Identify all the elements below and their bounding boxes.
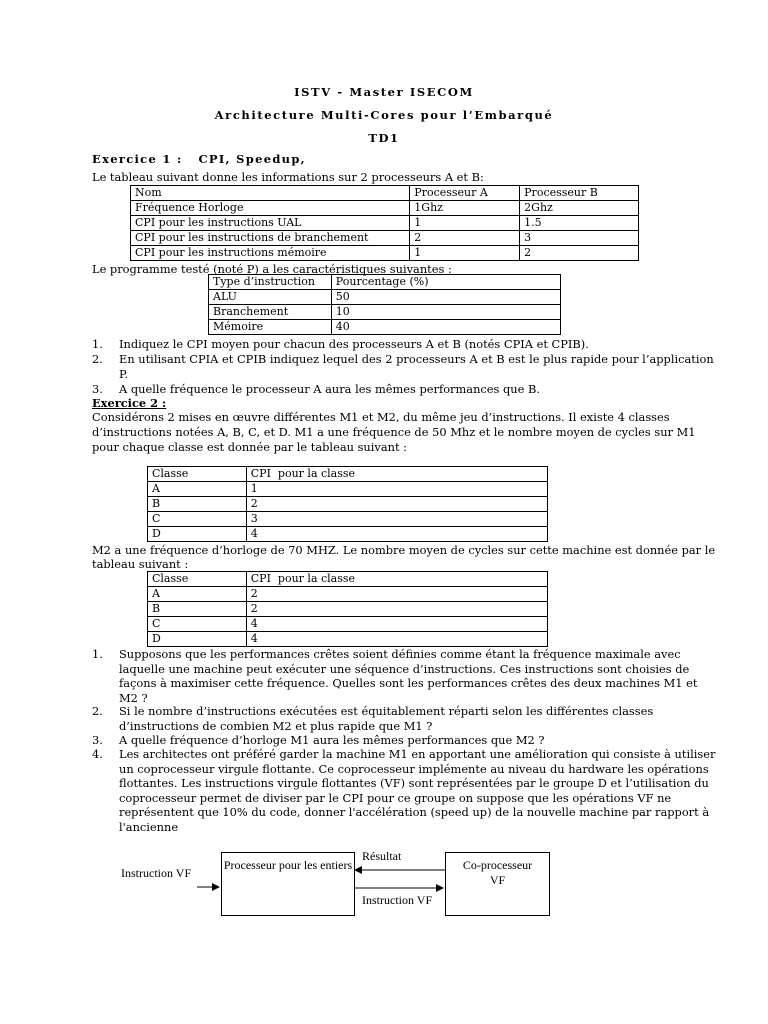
question-text: Supposons que les performances crêtes soient définies comme étant la fréquence maximale avec: [119, 647, 681, 661]
cell: 4: [246, 632, 547, 647]
cell: D: [148, 527, 247, 542]
integer-processor-label: Processeur pour les entiers: [223, 858, 353, 872]
cell: 2: [246, 587, 547, 602]
ex2-title: Exercice 2 :: [92, 396, 167, 410]
result-label: Résultat: [362, 849, 402, 863]
ex1-prog-intro: Le programme testé (noté P) a les caractéristiques suivantes :: [92, 262, 452, 276]
question-text: Les architectes ont préféré garder la machine M1 en apportant une amélioration qui consiste à utiliser: [119, 747, 716, 761]
ex1-title: Exercice 1 : CPI, Speedup,: [92, 152, 306, 166]
question-text: A quelle fréquence d’horloge M1 aura les mêmes performances que M2 ?: [119, 733, 545, 747]
cell: 2Ghz: [520, 201, 639, 216]
cell: 2: [520, 246, 639, 261]
cell: 2: [410, 231, 520, 246]
question-text: Indiquez le CPI moyen pour chacun des processeurs A et B (notés CPIA et CPIB).: [119, 337, 589, 351]
cell: 3: [520, 231, 639, 246]
cell: Type d’instruction: [209, 275, 332, 290]
ex1-intro: Le tableau suivant donne les informations sur 2 processeurs A et B:: [92, 170, 484, 184]
cell: 1: [410, 216, 520, 231]
cell: Fréquence Horloge: [131, 201, 410, 216]
cell: D: [148, 632, 247, 647]
integer-processor-box: [221, 852, 355, 916]
cell: 10: [331, 305, 560, 320]
cell: Processeur A: [410, 186, 520, 201]
vf-label: Instruction VF: [362, 893, 433, 907]
cell: 2: [246, 602, 547, 617]
cell: C: [148, 512, 247, 527]
m2-line2: tableau suivant :: [92, 557, 189, 571]
cell: CPI pour les instructions mémoire: [131, 246, 410, 261]
cell: CPI pour la classe: [246, 467, 547, 482]
question-text-cont: l'ancienne: [119, 820, 179, 834]
cell: 3: [246, 512, 547, 527]
cell: 1.5: [520, 216, 639, 231]
question-text-cont: façons à maximiser cette fréquence. Quelles sont les performances crêtes des deux machines M1 et: [119, 676, 698, 691]
cell: 1: [246, 482, 547, 497]
ex1-question-2: 2. En utilisant CPIA et CPIB indiquez lequel des 2 processeurs A et B est le plus rapide pour l’application P.: [92, 352, 714, 381]
question-text: A quelle fréquence le processeur A aura les mêmes performances que B.: [119, 382, 540, 396]
cell: CPI pour la classe: [246, 572, 547, 587]
header-line1: ISTV - Master ISECOM: [294, 85, 474, 99]
question-text-cont: représentent que 10% du code, donner l'accélération (speed up) de la nouvelle machine par rapport à: [119, 805, 710, 820]
cell: 4: [246, 617, 547, 632]
cell: Mémoire: [209, 320, 332, 335]
m2-line1: M2 a une fréquence d’horloge de 70 MHZ. Le nombre moyen de cycles sur cette machine est donnée par le: [92, 543, 716, 557]
cell: B: [148, 497, 247, 512]
cell: CPI pour les instructions de branchement: [131, 231, 410, 246]
cell: B: [148, 602, 247, 617]
cell: 50: [331, 290, 560, 305]
cell: 2: [246, 497, 547, 512]
cell: 4: [246, 527, 547, 542]
cell: 1Ghz: [410, 201, 520, 216]
cell: Pourcentage (%): [331, 275, 560, 290]
cell: 40: [331, 320, 560, 335]
cell: ALU: [209, 290, 332, 305]
ex2-question-4: 4. Les architectes ont préféré garder la machine M1 en apportant une amélioration qui consiste à utiliser un coprocesseur virgule flottante. Ce coprocesseur implémente au niveau du hardware les opérations flottantes. Les instructions virgule flottantes (VF) sont représentées par le groupe D et l’utilisation du coprocesseur permet de diviser par le CPI pour ce groupe on suppose que les opérations VF ne représentent que 10% du code, donner l'accélération (speed up) de la nouvelle machine par rapport à l'ancienne: [92, 747, 716, 834]
question-text-cont: flottantes. Les instructions virgule flottantes (VF) sont représentées par le groupe D et l’utilisation du: [119, 776, 709, 791]
cell: C: [148, 617, 247, 632]
ex2-para-line1: Considérons 2 mises en œuvre différentes M1 et M2, du même jeu d’instructions. Il existe 4 classes: [92, 410, 670, 424]
ex2-para-line2: d’instructions notées A, B, C, et D. M1 a une fréquence de 50 Mhz et le nombre moyen de cycles sur M1: [92, 425, 696, 439]
ex2-question-2: 2. Si le nombre d’instructions exécutées est équitablement réparti selon les différentes classes d’instructions de combien M2 et plus rapide que M1 ?: [92, 704, 654, 733]
question-text: Si le nombre d’instructions exécutées est équitablement réparti selon les différentes classes: [119, 704, 654, 718]
cell: Classe: [148, 467, 247, 482]
question-text-cont: laquelle une machine peut exécuter une séquence d’instructions. Ces instructions sont choisies de: [119, 661, 690, 676]
question-text-cont: un coprocesseur virgule flottante. Ce coprocesseur implémente au niveau du hardware les opérations: [119, 761, 709, 776]
cell: A: [148, 482, 247, 497]
coprocessor-box: [445, 852, 550, 916]
cell: Classe: [148, 572, 247, 587]
diagram-input-label: Instruction VF: [121, 866, 192, 880]
question-text-cont: coprocesseur permet de diviser par le CPI pour ce groupe on suppose que les opérations VF ne: [119, 790, 672, 805]
coprocessor-label: Co-processeur VF: [462, 858, 533, 887]
header-line2: Architecture Multi-Cores pour l’Embarqué: [214, 108, 554, 122]
ex2-question-1: 1. Supposons que les performances crêtes soient définies comme étant la fréquence maximale avec laquelle une machine peut exécuter une séquence d’instructions. Ces instructions sont choisies de façons à maximiser cette fréquence. Quelles sont les performances crêtes des deux machines M1 et M2 ?: [92, 647, 698, 705]
question-text-cont: M2 ?: [119, 690, 148, 705]
question-text: En utilisant CPIA et CPIB indiquez lequel des 2 processeurs A et B est le plus rapide pour l’application: [119, 352, 714, 366]
cell: Nom: [131, 186, 410, 201]
cell: Branchement: [209, 305, 332, 320]
cell: A: [148, 587, 247, 602]
question-text-cont: d’instructions de combien M2 et plus rapide que M1 ?: [119, 718, 433, 733]
cell: Processeur B: [520, 186, 639, 201]
header-line3: TD1: [368, 131, 400, 145]
question-text-cont: P.: [119, 366, 128, 381]
cell: CPI pour les instructions UAL: [131, 216, 410, 231]
cell: 1: [410, 246, 520, 261]
ex2-para-line3: pour chaque classe est donnée par le tableau suivant :: [92, 440, 407, 454]
